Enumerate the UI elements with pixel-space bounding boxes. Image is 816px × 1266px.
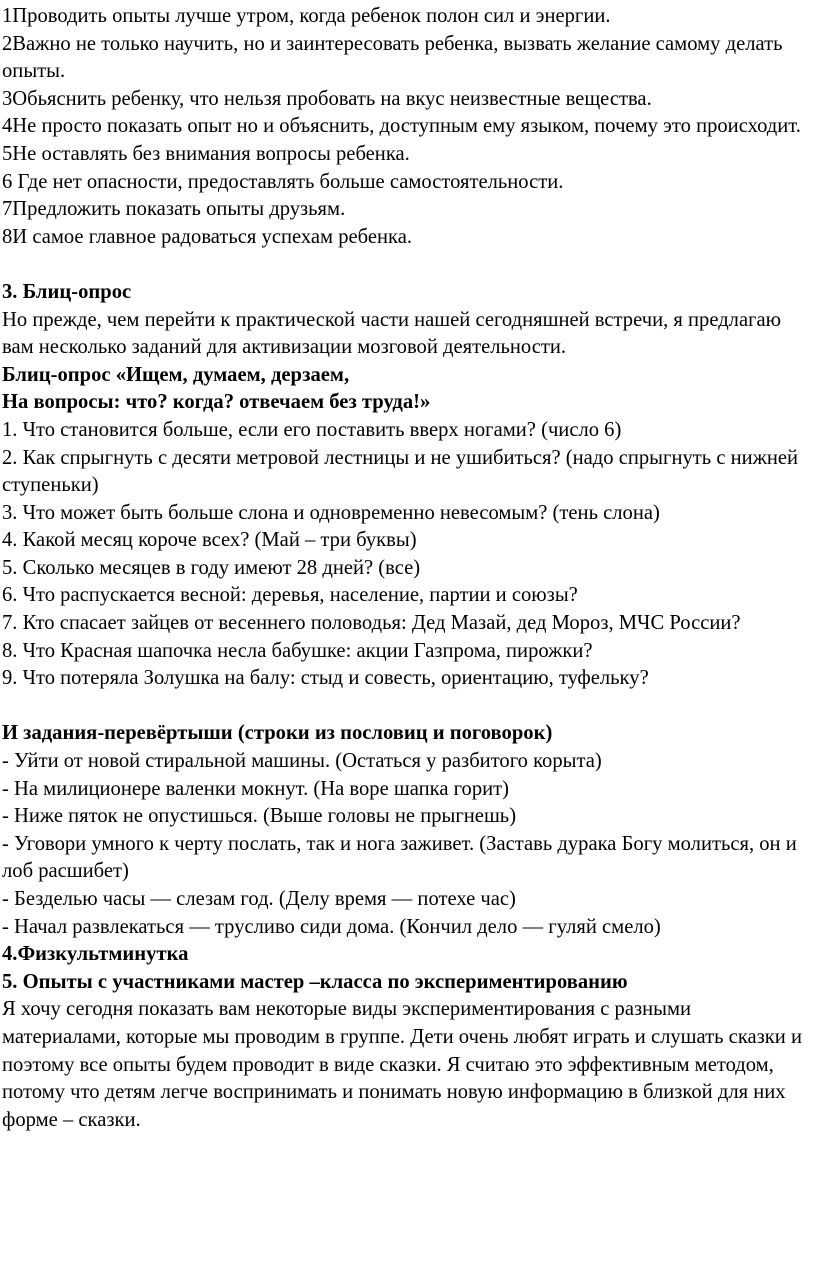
spacer [2,251,812,279]
quiz-question: 7. Кто спасает зайцев от весеннего половодья: Дед Мазай, дед Мороз, МЧС России? [2,612,741,635]
proverb-item: - Уйти от новой стиральной машины. (Остаться у разбитого корыта) [2,750,602,773]
list-item: 1Проводить опыты лучше утром, когда ребенок полон сил и энергии. [2,5,611,27]
quiz-question: 5. Сколько месяцев в году имеют 28 дней? (все) [2,556,421,579]
quiz-question: 8. Что Красная шапочка несла бабушке: акции Газпрома, пирожки? [2,639,593,662]
proverb-item: - На милиционере валенки мокнут. (На воре шапка горит) [2,777,510,800]
quiz-question: 2. Как спрыгнуть с десяти метровой лестницы и не ушибиться? (надо спрыгнуть с нижней ступеньки) [2,446,799,497]
section-proverbs [2,720,812,941]
quiz-title-line: На вопросы: что? когда? отвечаем без труда!» [2,391,431,414]
section-blitz-quiz [2,279,812,693]
section-heading: И задания-перевёртыши (строки из пословиц и поговорок) [2,722,553,745]
section-body: Я хочу сегодня показать вам некоторые виды экспериментирования с разными материалами, которые мы проводим в группе. Дети очень любят играть и слушать сказки и поэтому все опыты будем проводит в виде сказки. Я считаю это эффективным методом, потому что детям легче воспринимать и понимать новую информацию в близкой для них форме – сказки. [2,998,802,1131]
list-item: 2Важно не только научить, но и заинтересовать ребенка, вызвать желание самому делать опыты. [2,32,783,83]
quiz-title-line: Блиц-опрос «Ищем, думаем, дерзаем, [2,363,350,386]
spacer [2,693,812,721]
section-physical-break [2,941,812,969]
proverb-item: - Безделью часы — слезам год. (Делу время — потехе час) [2,888,516,910]
quiz-question: 6. Что распускается весной: деревья, население, партии и союзы? [2,584,578,607]
proverb-item: - Уговори умного к черту послать, так и нога заживет. (Заставь дурака Богу молиться, он и лоб расшибет) [2,832,797,883]
quiz-question: 9. Что потеряла Золушка на балу: стыд и совесть, ориентацию, туфельку? [2,667,649,690]
list-item: 8И самое главное радоваться успехам ребенка. [2,225,413,248]
section-heading: 4.Физкультминутка [2,943,189,966]
intro-list [2,3,812,251]
quiz-question: 1. Что становится больше, если его поставить вверх ногами? (число 6) [2,418,622,441]
section-heading: 5. Опыты с участниками мастер –класса по экспериментированию [2,970,628,993]
section-heading: 3. Блиц-опрос [2,280,132,303]
section-intro: Но прежде, чем перейти к практической части нашей сегодняшней встречи, я предлагаю вам несколько заданий для активизации мозговой деятельности. [2,308,782,359]
proverb-item: - Начал развлекаться — трусливо сиди дома. (Кончил дело — гуляй смело) [2,915,661,938]
quiz-question: 3. Что может быть больше слона и одновременно невесомым? (тень слона) [2,501,660,524]
list-item: 4Не просто показать опыт но и объяснить, доступным ему языком, почему это происходит. [2,115,801,138]
list-item: 6 Где нет опасности, предоставлять больше самостоятельности. [2,170,564,193]
quiz-question: 4. Какой месяц короче всех? (Май – три буквы) [2,529,417,552]
list-item: 5Не оставлять без внимания вопросы ребенка. [2,142,410,165]
list-item: 7Предложить показать опыты друзьям. [2,198,346,221]
section-experiments [2,969,812,1135]
proverb-item: - Ниже пяток не опустишься. (Выше головы не прыгнешь) [2,805,517,828]
list-item: 3Обьяснить ребенку, что нельзя пробовать на вкус неизвестные вещества. [2,87,652,110]
